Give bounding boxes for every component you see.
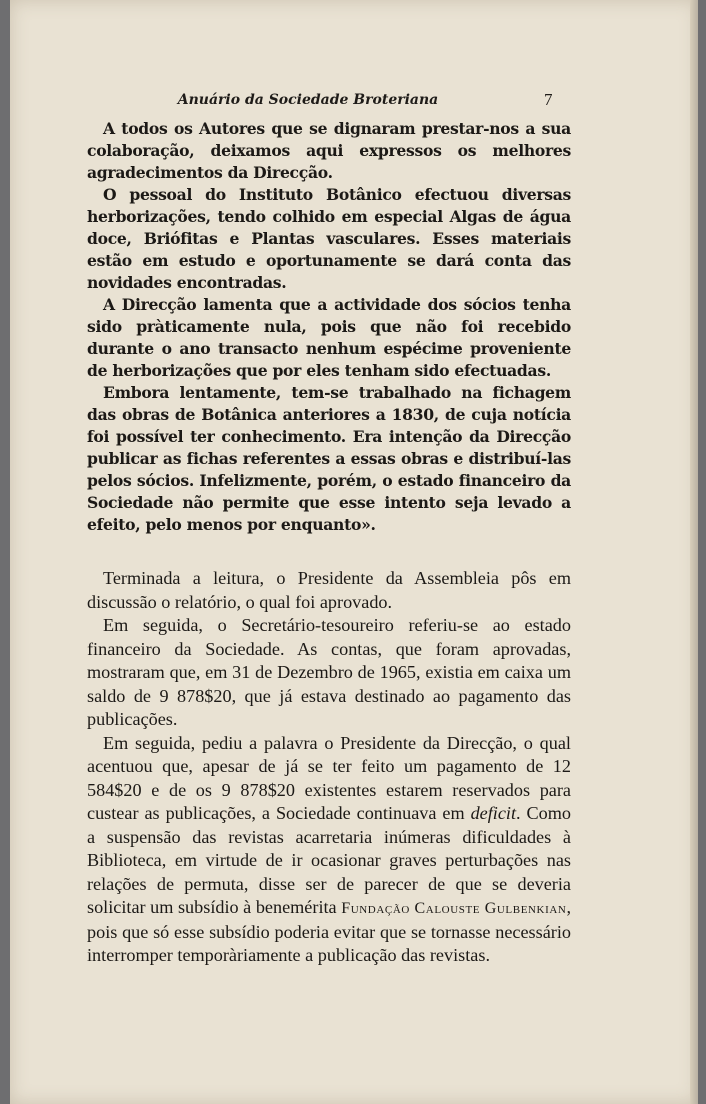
paragraph: Terminada a leitura, o Presidente da Assembleia pôs em discussão o relatório, o qual foi aprovado. — [87, 568, 571, 612]
running-title: Anuário da Sociedade Broteriana — [177, 92, 439, 108]
paragraph: A todos os Autores que se dignaram prestar-nos a sua colaboração, deixamos aqui expressos os melhores agradecimentos da Direcção. — [87, 119, 571, 182]
text-run: . Como a suspensão das revistas acarretaria inúmeras dificuldades à Biblioteca, em virtude de ir ocasionar graves perturbações nas relações de permuta, disse ser de parecer de que se deveria solicitar um subsídio à benemérita — [87, 803, 572, 917]
running-header — [10, 92, 698, 114]
quoted-report — [87, 118, 571, 536]
paragraph: Embora lentamente, tem-se trabalhado na fichagem das obras de Botânica anteriores a 1830, de cuja notícia foi possível ter conhecimento. Era intenção da Direcção publicar as fichas referentes a essas obras e distribuí-las pelos sócios. Infelizmente, porém, o estado financeiro da Sociedade não permite que esse intento seja levado a efeito, pelo menos por enquanto». — [87, 383, 571, 534]
book-page — [10, 0, 698, 1104]
paragraph: A Direcção lamenta que a actividade dos sócios tenha sido pràticamente nula, pois que não foi recebido durante o ano transacto nenhum espécime proveniente de herborizações que por eles tenham sido efectuadas. — [87, 295, 571, 380]
paragraph: O pessoal do Instituto Botânico efectuou diversas herborizações, tendo colhido em especial Algas de água doce, Briófitas e Plantas vasculares. Esses materiais estão em estudo e oportunamente se dará conta das novidades encontradas. — [87, 185, 571, 292]
text-run: Em seguida, pediu a palavra o Presidente da Direcção, o qual acentuou que, apesar de já se ter feito um pagamento de 12 584$20 e de os 9 878$20 existentes estarem reservados para custear as publicações, a Sociedade continuava em — [87, 732, 571, 823]
italic-term: deficit — [470, 803, 517, 823]
section-gap — [87, 536, 571, 567]
page-body — [87, 118, 571, 968]
page-number: 7 — [544, 90, 553, 109]
meeting-minutes — [87, 567, 571, 968]
text-run: , pois que só esse subsídio poderia evitar que se tornasse necessário interromper temporàriamente a publicação das revistas. — [87, 897, 571, 965]
paragraph: Em seguida, o Secretário-tesoureiro referiu-se ao estado financeiro da Sociedade. As contas, que foram aprovadas, mostraram que, em 31 de Dezembro de 1965, existia em caixa um saldo de 9 878$20, que já estava destinado ao pagamento das publicações. — [87, 615, 571, 729]
foundation-name: Fundação Calouste Gulbenkian — [341, 900, 567, 917]
page-edge — [690, 0, 698, 1104]
paragraph — [87, 732, 571, 968]
